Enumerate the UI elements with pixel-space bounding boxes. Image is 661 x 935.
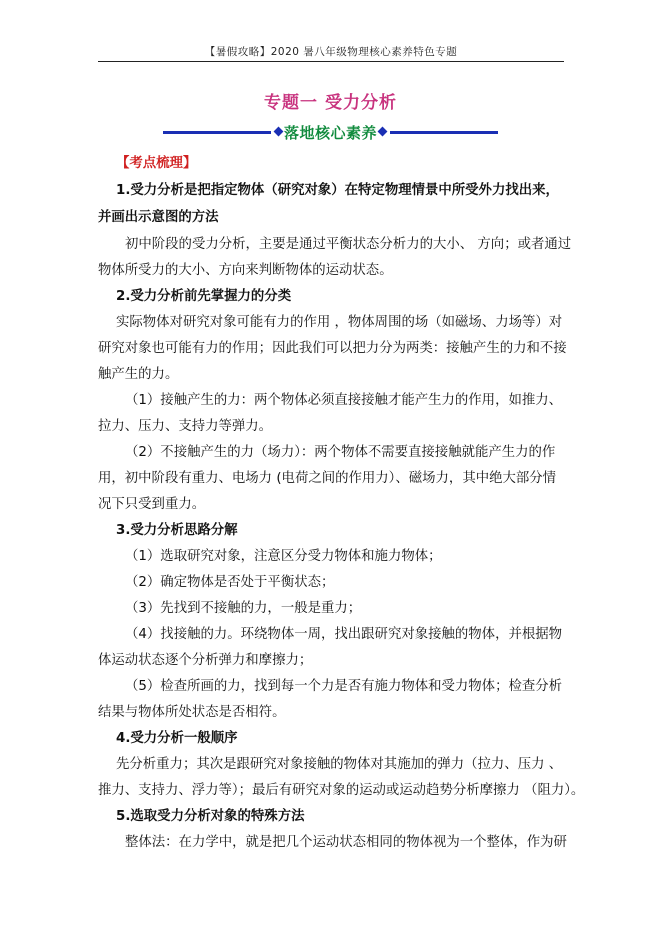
heading-1-line-2: 并画出示意图的方法 [98,210,219,225]
paragraph-line: 况下只受到重力。 [98,497,206,512]
list-item: （2）确定物体是否处于平衡状态； [125,575,335,590]
paragraph-line: 整体法：在力学中，就是把几个运动状态相同的物体视为一个整体，作为研 [125,835,567,850]
paragraph-line: 物体所受力的大小、方向来判断物体的运动状态。 [98,263,393,278]
heading-4: 4.受力分析一般顺序 [116,731,238,746]
header-rule [98,61,564,62]
list-item: （3）先找到不接触的力，一般是重力； [125,601,362,616]
banner-line-right [390,131,498,134]
heading-1-line-1: 1.受力分析是把指定物体（研究对象）在特定物理情景中所受外力找出来， [116,183,559,198]
paragraph-line: （2）不接触产生的力（场力）：两个物体不需要直接接触就能产生力的作 [125,445,556,460]
page-title: 专题一 受力分析 [264,93,397,113]
paragraph-line: 先分析重力；其次是跟研究对象接触的物体对其施加的弹力（拉力、压力 、 [116,757,563,772]
paragraph-line: （1）接触产生的力：两个物体必须直接接触才能产生力的作用，如推力、 [125,393,563,408]
heading-5: 5.选取受力分析对象的特殊方法 [116,809,305,824]
paragraph-line: 触产生的力。 [98,367,179,382]
paragraph-line: 实际物体对研究对象可能有力的作用 ，物体周围的场（如磁场、力场等）对 [116,315,563,330]
banner-text: 落地核心素养 [283,124,377,142]
section-banner [163,120,498,144]
page-header: 【暑假攻略】2020 暑八年级物理核心素养特色专题 [204,46,458,58]
list-item: （4）找接触的力。环绕物体一周，找出跟研究对象接触的物体，并根据物 [125,627,563,642]
paragraph-line: 研究对象也可能有力的作用；因此我们可以把力分为两类：接触产生的力和不接 [98,341,567,356]
list-item: 结果与物体所处状态是否相符。 [98,705,286,720]
paragraph-line: 推力、支持力、浮力等）；最后有研究对象的运动或运动趋势分析摩擦力 （阻力）。 [98,783,585,798]
list-item: （1）选取研究对象，注意区分受力物体和施力物体； [125,549,442,564]
section-tag: 【考点梳理】 [116,156,197,171]
heading-2: 2.受力分析前先掌握力的分类 [116,289,292,304]
list-item: 体运动状态逐个分析弹力和摩擦力； [98,653,313,668]
paragraph-line: 初中阶段的受力分析，主要是通过平衡状态分析力的大小、 方向；或者通过 [125,237,572,252]
heading-3: 3.受力分析思路分解 [116,523,238,538]
paragraph-line: 用，初中阶段有重力、电场力 (电荷之间的作用力）、磁场力，其中绝大部分情 [98,471,557,486]
list-item: （5）检查所画的力，找到每一个力是否有施力物体和受力物体；检查分析 [125,679,563,694]
paragraph-line: 拉力、压力、支持力等弹力。 [98,419,273,434]
